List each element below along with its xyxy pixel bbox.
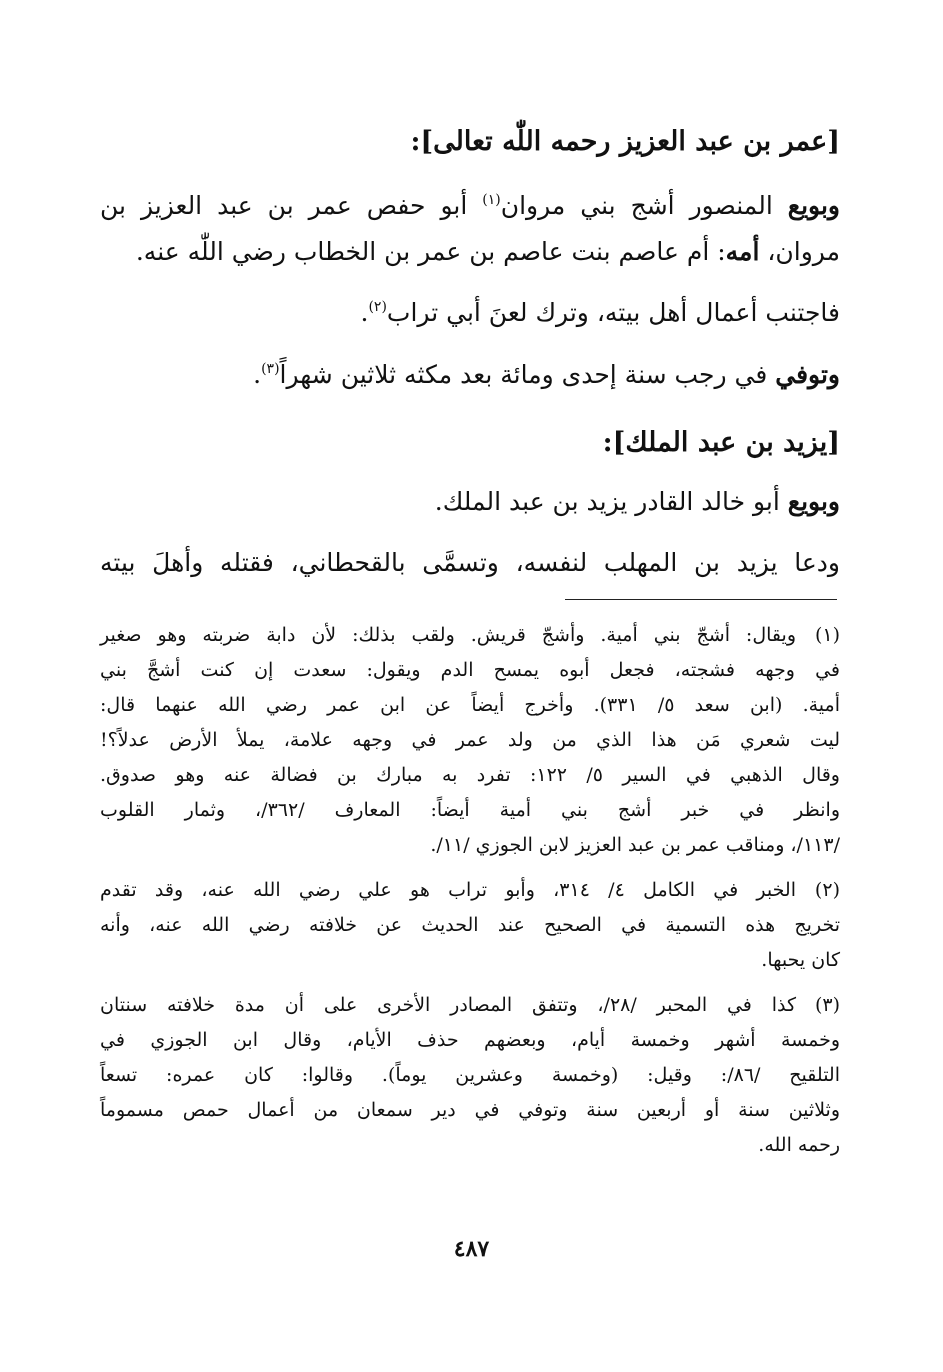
footnote-2-line: [100, 945, 888, 975]
paragraph-line: [100, 355, 884, 395]
paragraph-text: فاجتنب أعمال أهل بيته، وترك لعنَ أبي تراب: [386, 298, 840, 327]
bold-keyword: وتوفي: [775, 360, 840, 389]
footnote-text: التلقيح /٨٦/: وقيل: (وخمسة وعشرين يوماً). وقالوا: كان عمره: تسعاً: [100, 1064, 840, 1086]
footnote-text: كان يحبها.: [761, 949, 840, 971]
footnote-3-line: [100, 1025, 888, 1055]
page-number: ٤٨٧: [453, 1236, 490, 1262]
footnote-1-line: [100, 760, 888, 790]
footnote-text: الخبر في الكامل ٤/ ٣١٤، وأبو تراب هو علي رضي الله عنه، وقد تقدم: [100, 879, 796, 901]
footnote-text: ويقال: أشجّ بني أمية. وأشجّ قريش. ولقب بذلك: لأن دابة ضربته وهو صغير: [100, 624, 796, 646]
footnote-3-line: [100, 1060, 888, 1090]
punctuation: .: [253, 360, 262, 389]
footnote-text: تخريج هذه التسمية في الصحيح عند الحديث عن خلافته رضي الله عنه، وأنه: [100, 914, 840, 936]
footnote-ref-1[interactable]: (١): [482, 192, 501, 208]
paragraph-text: : أم عاصم بنت عاصم بن عمر بن الخطاب رضي اللّٰه عنه.: [135, 237, 726, 266]
footnote-text: وثلاثين سنة أو أربعين سنة وتوفي في دير سمعان من أعمال حمص مسموماً: [100, 1099, 840, 1121]
footnote-1-line: [100, 655, 888, 685]
footnote-number: (٢): [814, 879, 840, 901]
paragraph-text: أبو حفص عمر بن عبد العزيز بن: [100, 191, 483, 220]
footnote-3-line: [100, 1130, 888, 1160]
paragraph-line: [100, 293, 884, 333]
paragraph-text: المنصور أشج بني مروان: [500, 191, 788, 220]
footnote-ref-2[interactable]: (٢): [368, 299, 387, 315]
footnote-text: أمية. (ابن سعد ٥/ ٣٣١). وأخرج أيضاً عن ابن عمر رضي الله عنهما قال:: [100, 694, 840, 716]
paragraph-line: [100, 543, 884, 583]
paragraph-text: في رجب سنة إحدى ومائة بعد مكثه ثلاثين شهراً: [279, 360, 776, 389]
section-heading-text: [عمر بن عبد العزيز رحمه اللّٰه تعالى]:: [410, 126, 840, 157]
footnote-1-line: [100, 725, 888, 755]
footnote-text: /١١٣/، ومناقب عمر بن عبد العزيز لابن الجوزي /١١/.: [430, 834, 840, 856]
footnote-2-line: [100, 910, 888, 940]
footnote-3-line: [100, 990, 840, 1020]
footnote-1-line: [100, 830, 888, 860]
paragraph-line: [100, 482, 884, 522]
bold-keyword: أمه: [725, 237, 760, 266]
paragraph-text: أبو خالد القادر يزيد بن عبد الملك.: [434, 487, 788, 516]
footnote-2-line: [100, 875, 840, 905]
section-heading-umar: [100, 122, 840, 162]
paragraph-line: [100, 186, 840, 226]
punctuation: .: [360, 298, 369, 327]
section-heading-text: [يزيد بن عبد الملك]:: [602, 427, 840, 458]
footnote-ref-3[interactable]: (٣): [261, 361, 280, 377]
footnote-separator: [565, 599, 837, 600]
bold-keyword: وبويع: [787, 191, 840, 220]
footnote-3-line: [100, 1095, 888, 1125]
footnote-text: كذا في المحبر /٢٨/، وتتفق المصادر الأخرى على أن مدة خلافته سنتان: [100, 994, 796, 1016]
footnote-text: في وجهه فشجته، فجعل أبوه يمسح الدم ويقول: سعدت إن كنت أشجَّ بني: [100, 659, 840, 681]
footnote-1-line: [100, 620, 840, 650]
paragraph-line: [100, 232, 840, 272]
footnote-text: وقال الذهبي في السير ٥/ ١٢٢: تفرد به مبارك بن فضالة عنه وهو صدوق.: [100, 764, 840, 786]
footnote-text: ليت شعري مَن هذا الذي من ولد عمر في وجهه علامة، يملأ الأرض عدلاً؟!: [100, 729, 841, 751]
footnote-text: وخمسة أشهر وخمسة أيام، وبعضهم حذف الأيام، وقال ابن الجوزي في: [100, 1029, 840, 1051]
footnote-text: رحمه الله.: [758, 1134, 840, 1156]
paragraph-text: مروان،: [759, 237, 840, 266]
footnote-1-line: [100, 690, 888, 720]
footnote-1-line: [100, 795, 888, 825]
paragraph-text: ودعا يزيد بن المهلب لنفسه، وتسمَّى بالقحطاني، فقتله وأهلَ بيته: [100, 548, 840, 577]
footnote-number: (٣): [814, 994, 840, 1016]
section-heading-yazid: [100, 423, 840, 463]
bold-keyword: وبويع: [787, 487, 840, 516]
footnote-number: (١): [814, 624, 840, 646]
footnote-text: وانظر في خبر أشج بني أمية أيضاً: المعارف /٣٦٢/، وثمار القلوب: [100, 799, 840, 821]
